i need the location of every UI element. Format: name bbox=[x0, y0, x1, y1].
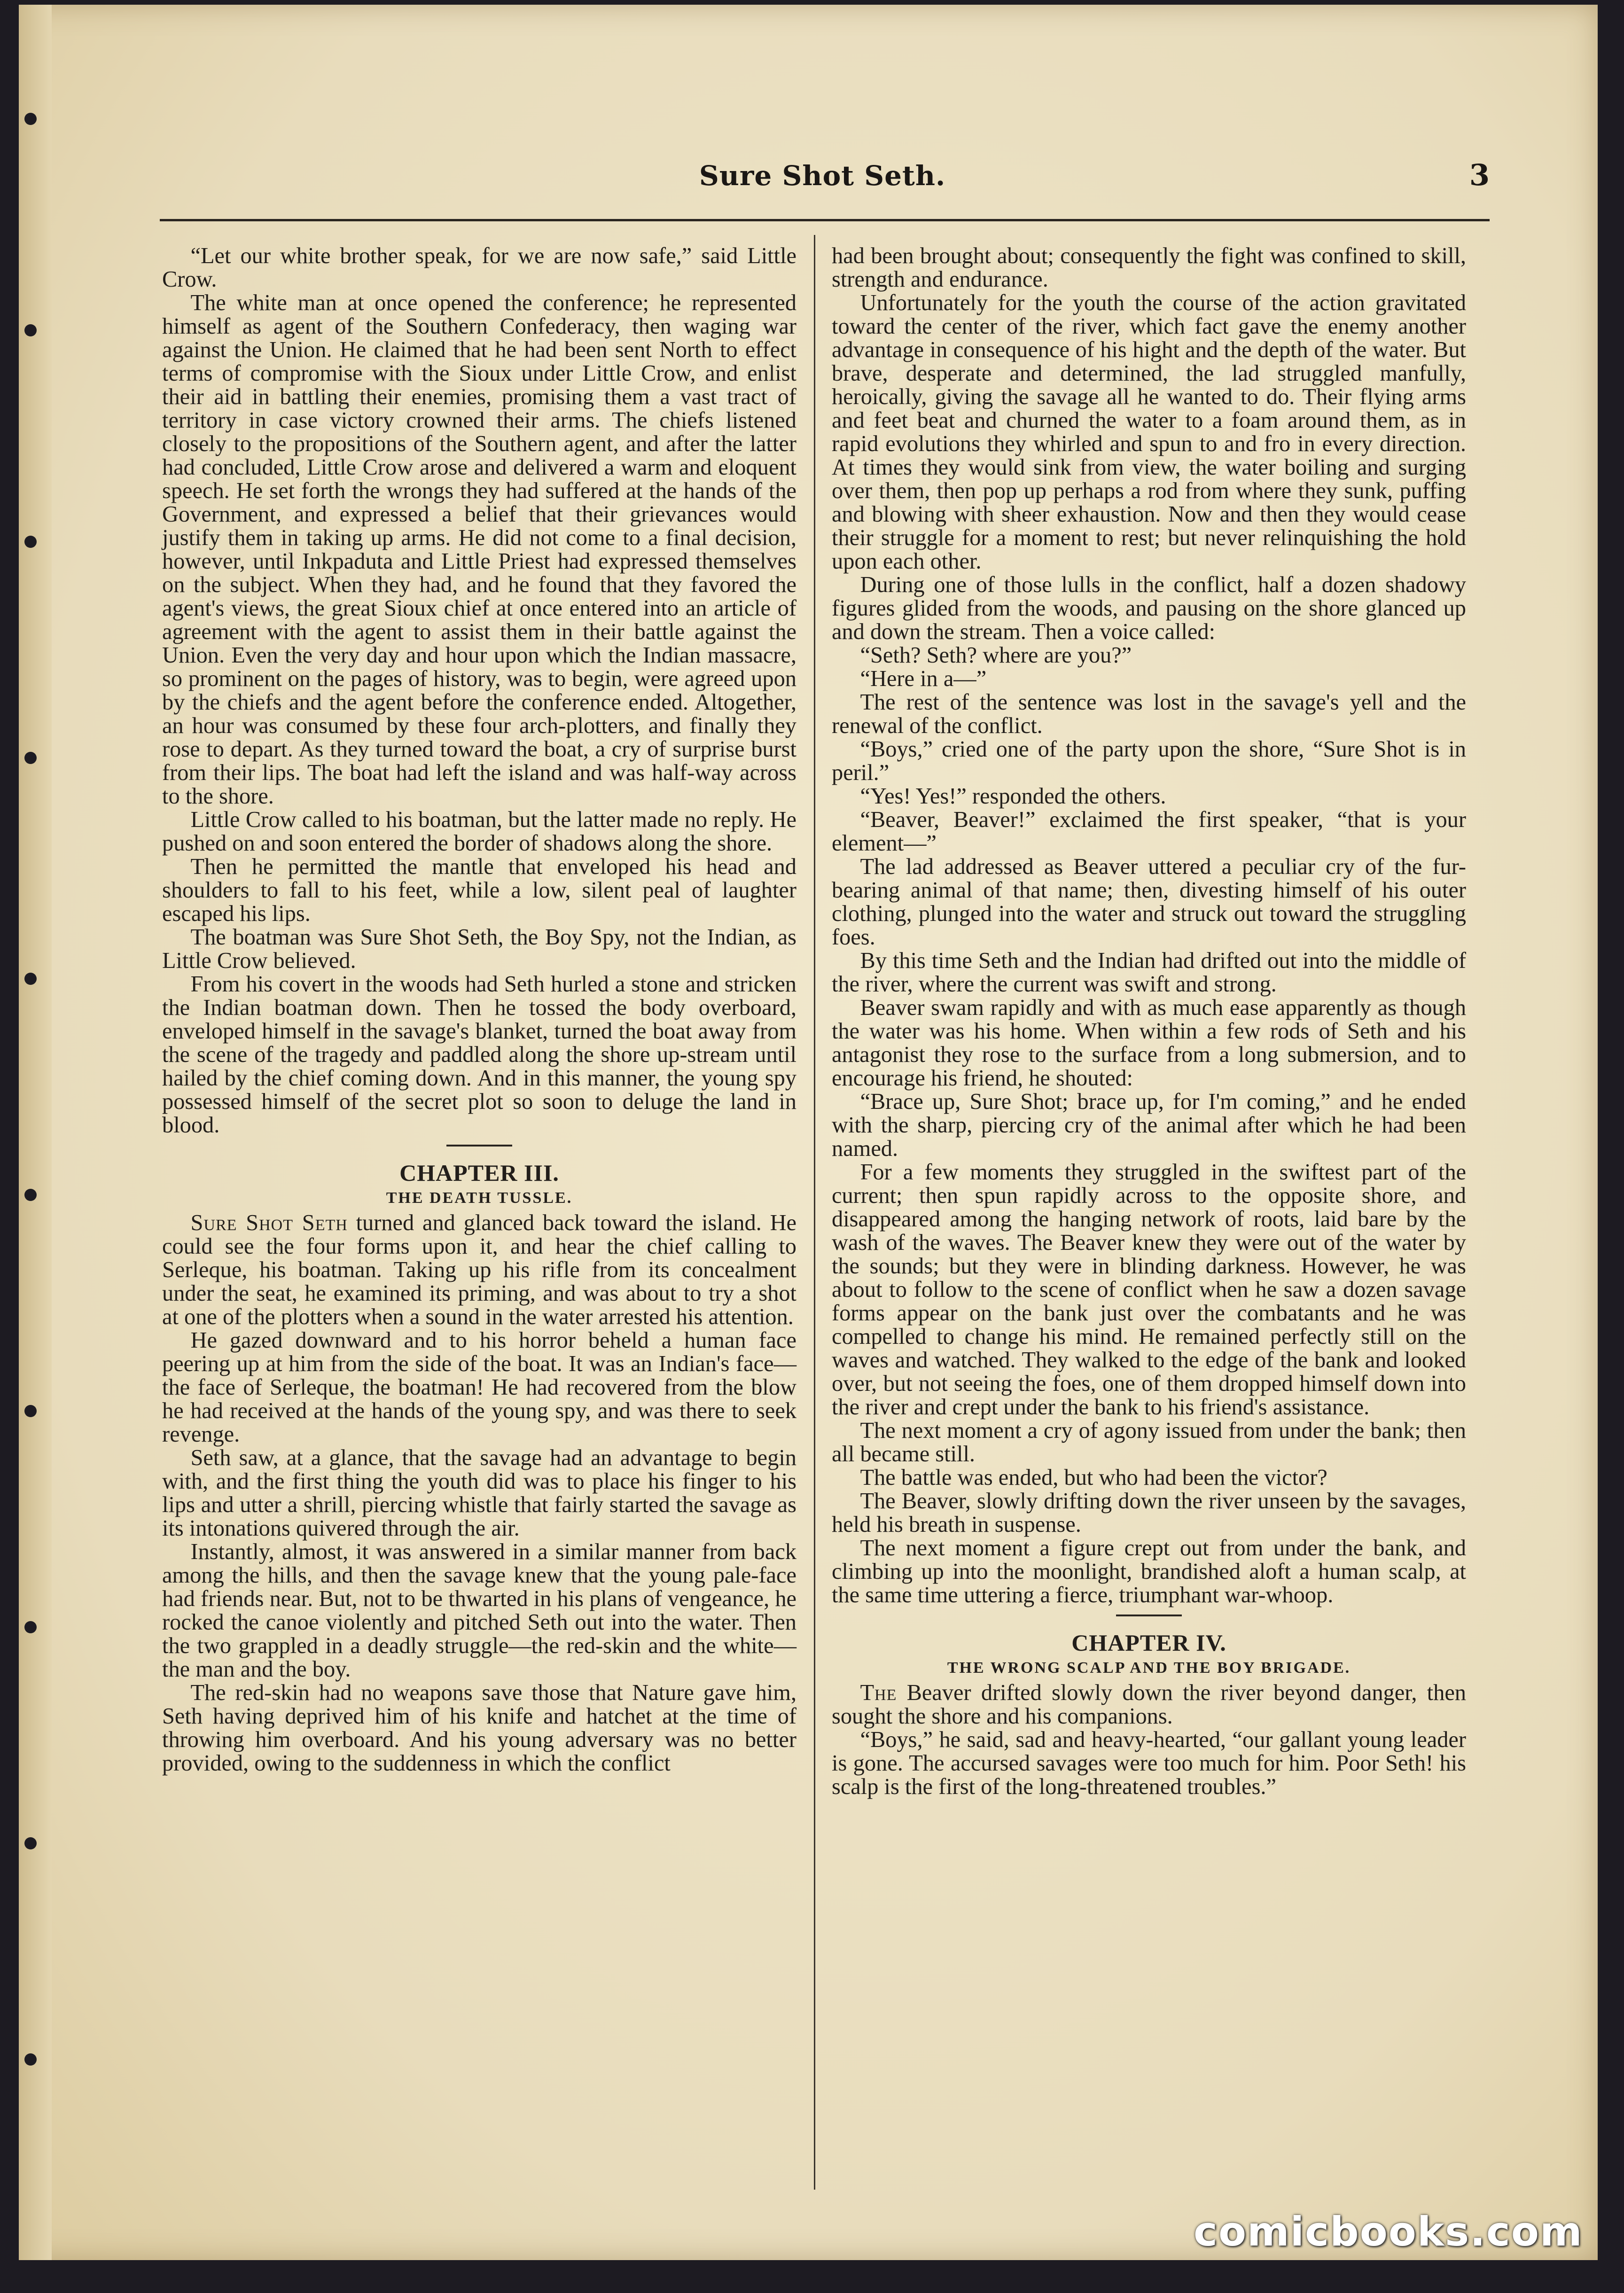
paragraph: Beaver swam rapidly and with as much ease apparently as though the water was his home. When within a few rods of Seth and his antagonist they rose to the surface from a long submersion, and to encourage his friend, he shouted: bbox=[832, 995, 1466, 1091]
paragraph: Then he permitted the mantle that enveloped his head and shoulders to fall to his feet, while a low, silent peal of laughter escaped his lips. bbox=[162, 854, 796, 926]
paragraph: The lad addressed as Beaver uttered a peculiar cry of the fur-bearing animal of that name; then, divesting himself of his outer clothing, plunged into the water and struck out toward the struggling foes. bbox=[832, 854, 1466, 950]
paragraph: “Let our white brother speak, for we are now safe,” said Little Crow. bbox=[162, 243, 796, 292]
paragraph: By this time Seth and the Indian had drifted out into the middle of the river, where the current was swift and strong. bbox=[832, 948, 1466, 997]
paragraph: Instantly, almost, it was answered in a similar manner from back among the hills, and then the savage knew that the young pale-face had friends near. But, not to be thwarted in his plans of vengeance, he rocked the canoe violently and pitched Seth out into the water. Then the two grappled in a deadly struggle—the red-skin and the white—the man and the boy. bbox=[162, 1539, 796, 1682]
paragraph: The red-skin had no weapons save those that Nature gave him, Seth having deprived him of his knife and hatchet at the time of throwing him overboard. And his young adversary was no better provided, owing to the suddenness in which the conflict bbox=[162, 1680, 796, 1776]
binding-hole bbox=[24, 536, 37, 548]
paragraph: The boatman was Sure Shot Seth, the Boy Spy, not the Indian, as Little Crow believed. bbox=[162, 925, 796, 973]
binding-hole bbox=[24, 113, 37, 125]
binding-hole bbox=[24, 752, 37, 764]
lead-small-caps: The bbox=[860, 1680, 897, 1705]
paragraph: From his covert in the woods had Seth hurled a stone and stricken the Indian boatman down. Then he tossed the body overboard, enveloped himself in the savage's blanket, turned the boat away from the scene of the tragedy and paddled along the shore up-stream until hailed by the chief coming down. And in this manner, the young spy possessed himself of the secret plot so soon to deluge the land in blood. bbox=[162, 972, 796, 1138]
chapter-subtitle: THE DEATH TUSSLE. bbox=[386, 1189, 573, 1207]
binding-hole bbox=[24, 1189, 37, 1201]
right-column bbox=[832, 244, 1466, 1799]
paragraph: “Yes! Yes!” responded the others. bbox=[860, 784, 1166, 809]
paragraph: The rest of the sentence was lost in the savage's yell and the renewal of the conflict. bbox=[832, 690, 1466, 738]
binding-hole bbox=[24, 2053, 37, 2066]
chapter-heading: CHAPTER III. bbox=[399, 1160, 559, 1186]
binding-hole bbox=[24, 1405, 37, 1417]
paragraph: “Brace up, Sure Shot; brace up, for I'm coming,” and he ended with the sharp, piercing cry of the animal after which he had been named. bbox=[832, 1089, 1466, 1161]
binding-hole bbox=[24, 1621, 37, 1633]
left-column bbox=[162, 244, 796, 1775]
paragraph: “Boys,” cried one of the party upon the shore, “Sure Shot is in peril.” bbox=[832, 737, 1466, 785]
page-number: 3 bbox=[1469, 158, 1490, 192]
lead-small-caps: Sure Shot Seth bbox=[190, 1210, 348, 1235]
paragraph: had been brought about; consequently the fight was confined to skill, strength and endurance. bbox=[832, 243, 1466, 292]
paragraph: He gazed downward and to his horror beheld a human face peering up at him from the side of the boat. It was an Indian's face—the face of Serleque, the boatman! He had recovered from the blow he had received at the hands of the young spy, and was there to seek revenge. bbox=[162, 1328, 796, 1447]
column-divider bbox=[814, 235, 815, 2190]
page-spine-edge bbox=[19, 5, 52, 2260]
section-separator bbox=[1116, 1614, 1182, 1616]
paragraph: “Here in a—” bbox=[860, 666, 987, 691]
paragraph: Unfortunately for the youth the course of the action gravitated toward the center of the river, which fact gave the enemy another advantage in consequence of his hight and the depth of the water. But brave, desperate and determined, the lad struggled manfully, heroically, giving the savage all he wanted to do. Their flying arms and feet beat and churned the water to a foam around them, as in rapid evolutions they whirled and spun to and fro in every direction. At times they would sink from view, the water boiling and surging over them, then pop up perhaps a rod from where they sunk, puffing and blowing with sheer exhaustion. Now and then they would cease their struggle for a moment to rest; but never relinquishing the hold upon each other. bbox=[832, 290, 1466, 574]
paragraph: The battle was ended, but who had been the victor? bbox=[860, 1465, 1327, 1490]
paragraph: During one of those lulls in the conflict, half a dozen shadowy figures glided from the woods, and pausing on the shore glanced up and down the stream. Then a voice called: bbox=[832, 572, 1466, 644]
paragraph: Little Crow called to his boatman, but the latter made no reply. He pushed on and soon entered the border of shadows along the shore. bbox=[162, 807, 796, 856]
binding-hole bbox=[24, 1837, 37, 1849]
paragraph: For a few moments they struggled in the swiftest part of the current; then spun rapidly across to the opposite shore, and disappeared among the hanging network of roots, laid bare by the wash of the waves. The Beaver knew they were out of the water by the sounds; but they were in blinding darkness. However, he was about to follow to the scene of conflict when he saw a dozen savage forms appear on the bank just over the combatants and he was compelled to change his mind. He remained perfectly still on the waves and watched. They walked to the edge of the bank and looked over, but not seeing the foes, one of them dropped himself down into the river and crept under the bank to his friend's assistance. bbox=[832, 1160, 1466, 1419]
paragraph: The next moment a cry of agony issued from under the bank; then all became still. bbox=[832, 1418, 1466, 1466]
paragraph: “Beaver, Beaver!” exclaimed the first speaker, “that is your element—” bbox=[832, 807, 1466, 856]
binding-hole bbox=[24, 973, 37, 985]
lead-text: Beaver drifted slowly down the river beyond danger, then sought the shore and his companions. bbox=[832, 1680, 1466, 1729]
paragraph: The Beaver, slowly drifting down the river unseen by the savages, held his breath in suspense. bbox=[832, 1489, 1466, 1537]
paragraph: The next moment a figure crept out from under the bank, and climbing up into the moonlight, brandished aloft a human scalp, at the same time uttering a fierce, triumphant war-whoop. bbox=[832, 1536, 1466, 1607]
running-title: Sure Shot Seth. bbox=[699, 160, 946, 192]
paragraph: The white man at once opened the conference; he represented himself as agent of the Southern Confederacy, then waging war against the Union. He claimed that he had been sent North to effect terms of compromise with the Sioux under Little Crow, and enlist their aid in battling their enemies, promising them a vast tract of territory in case victory crowned their arms. The chiefs listened closely to the propositions of the Southern agent, and after the latter had concluded, Little Crow arose and delivered a warm and eloquent speech. He set forth the wrongs they had suffered at the hands of the Government, and expressed a belief that their grievances would justify them in taking up arms. He did not come to a final decision, however, until Inkpaduta and Little Priest had expressed themselves on the subject. When they had, and he found that they favored the agent's views, the great Sioux chief at once entered into an article of agreement with the agent to assist them in their battle against the Union. Even the very day and hour upon which the Indian massacre, so prominent on the pages of history, was to begin, were agreed upon by the chiefs and the agent before the conference ended. Altogether, an hour was consumed by these four arch-plotters, and finally they rose to depart. As they turned toward the boat, a cry of surprise burst from their lips. The boat had left the island and was half-way across to the shore. bbox=[162, 290, 796, 809]
header-rule bbox=[160, 219, 1490, 221]
section-separator bbox=[446, 1145, 512, 1146]
paragraph: “Seth? Seth? where are you?” bbox=[860, 643, 1132, 668]
chapter-lead-paragraph bbox=[832, 1681, 1466, 1728]
binding-hole bbox=[24, 324, 37, 336]
paragraph: “Boys,” he said, sad and heavy-hearted, “our gallant young leader is gone. The accursed savages were too much for him. Poor Seth! his scalp is the first of the long-threatened troubles.” bbox=[832, 1727, 1466, 1799]
chapter-subtitle: THE WRONG SCALP AND THE BOY BRIGADE. bbox=[947, 1659, 1351, 1677]
lead-text: turned and glanced back toward the island. He could see the four forms upon it, and hear the chief calling to Serleque, his boatman. Taking up his rifle from its concealment under the seat, he examined its priming, and was about to try a shot at one of the plotters when a sound in the water arrested his attention. bbox=[162, 1210, 796, 1329]
chapter-lead-paragraph bbox=[162, 1211, 796, 1329]
chapter-heading: CHAPTER IV. bbox=[1071, 1630, 1226, 1656]
page-header bbox=[155, 160, 1490, 211]
paragraph: Seth saw, at a glance, that the savage had an advantage to begin with, and the first thing the youth did was to place his finger to his lips and utter a shrill, piercing whistle that fairly started the savage as its intonations quivered through the air. bbox=[162, 1445, 796, 1541]
watermark: comicbooks.com bbox=[1194, 2208, 1583, 2255]
